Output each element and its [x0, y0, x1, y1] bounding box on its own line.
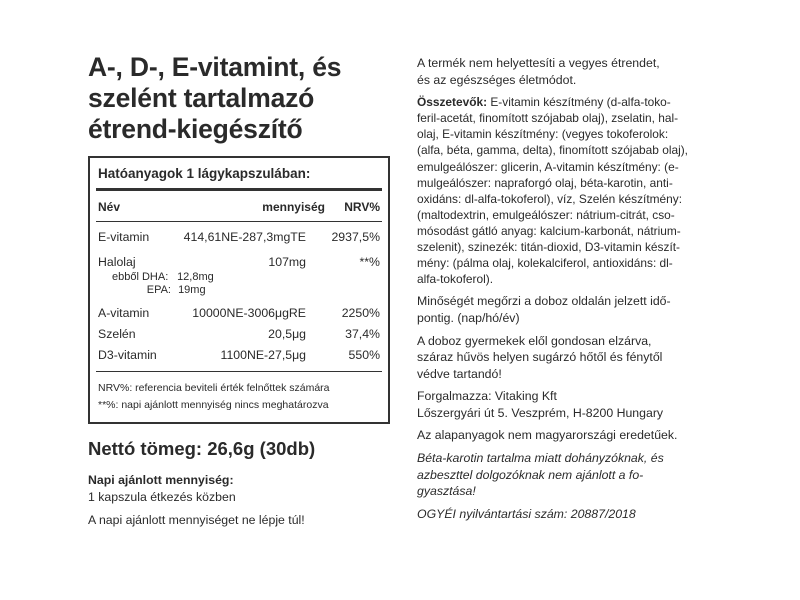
- ingredient-nrv: 550%: [348, 348, 380, 362]
- ingredient-amount: 20,5μg: [268, 327, 306, 341]
- text-line: olaj, E-vitamin készítmény: (vegyes tokoferolok:: [417, 127, 669, 142]
- table-header-row: [96, 191, 382, 222]
- title-line: étrend-kiegészítő: [88, 114, 303, 144]
- dose-heading: Napi ajánlott mennyiség:: [88, 473, 234, 487]
- text-line: Forgalmazza: Vitaking Kft: [417, 389, 557, 404]
- sub-value: 19mg: [178, 284, 206, 296]
- text-line: mulgeálószer: napraforgó olaj, béta-karotin, anti-: [417, 175, 673, 190]
- text-line: E-vitamin készítmény (d-alfa-toko-: [487, 95, 671, 110]
- footnote: NRV%: referencia beviteli érték felnőttek számára: [98, 382, 330, 394]
- ingredient-name: Halolaj: [98, 255, 136, 269]
- sub-row: [96, 271, 382, 284]
- title-line: A-, D-, E-vitamint, és: [88, 52, 342, 82]
- table-row: [96, 228, 382, 246]
- text-line: és az egészséges életmódot.: [417, 72, 577, 87]
- left-column: [88, 52, 388, 529]
- ingredient-name: A-vitamin: [98, 306, 150, 320]
- table-footnotes: [96, 372, 382, 414]
- table-row: [96, 253, 382, 271]
- dose-warning: A napi ajánlott mennyiséget ne lépje túl!: [88, 513, 305, 527]
- title-line: szelént tartalmazó: [88, 83, 315, 113]
- text-line: védve tartandó!: [417, 366, 502, 381]
- ingredient-nrv: 2937,5%: [331, 230, 380, 244]
- table-heading: Hatóanyagok 1 lágykapszulában:: [96, 166, 382, 191]
- net-weight: Nettó tömeg: 26,6g (30db): [88, 438, 316, 459]
- sub-label: ebből DHA:: [112, 271, 169, 283]
- text-line: mény: (pálma olaj, kolekalciferol, antioxidáns: dl-: [417, 256, 673, 271]
- table-body: [96, 222, 382, 372]
- column-header-amount: mennyiség: [262, 200, 325, 214]
- storage-paragraph: [417, 333, 712, 383]
- text-line: oxidáns: dl-alfa-tokoferol), víz, Szelén készítmény:: [417, 191, 683, 206]
- text-line: Béta-karotin tartalma miatt dohányzóknak, és: [417, 451, 664, 466]
- ingredient-amount: 107mg: [268, 255, 306, 269]
- sub-value: 12,8mg: [177, 271, 214, 283]
- text-line: A doboz gyermekek elől gondosan elzárva,: [417, 333, 652, 348]
- text-line: Lőszergyári út 5. Veszprém, H-8200 Hungary: [417, 405, 664, 420]
- dose-text: 1 kapszula étkezés közben: [88, 489, 236, 504]
- text-line: szelenit), szinezék: titán-dioxid, D3-vitamin készít-: [417, 240, 681, 255]
- text-line: száraz hűvös helyen sugárzó hőtől és fénytől: [417, 350, 663, 365]
- table-row: [96, 346, 382, 364]
- disclaimer-paragraph: [417, 55, 712, 88]
- ingredient-name: Szelén: [98, 327, 136, 341]
- text-line: A termék nem helyettesíti a vegyes étrendet,: [417, 56, 660, 70]
- text-line: (alfa, béta, gamma, delta), finomított szójabab olaj),: [417, 143, 688, 158]
- distributor-paragraph: [417, 388, 712, 421]
- footnote: **%: napi ajánlott mennyiség nincs meghatározva: [98, 399, 329, 411]
- right-column: [417, 55, 712, 528]
- text-line: pontig. (nap/hó/év): [417, 310, 520, 325]
- origin-paragraph: Az alapanyagok nem magyarországi eredetűek.: [417, 428, 678, 443]
- text-line: emulgeálószer: glicerin, A-vitamin készítmény: (e-: [417, 159, 679, 174]
- ingredient-nrv: 2250%: [341, 306, 380, 320]
- text-line: (maltodextrin, emulgeálószer: nátrium-citrát, cso-: [417, 207, 675, 222]
- nutrition-table: [88, 156, 390, 424]
- ingredient-name: E-vitamin: [98, 230, 150, 244]
- text-line: feril-acetát, finomított szójabab olaj), zselatin, hal-: [417, 111, 679, 126]
- text-line: Minőségét megőrzi a doboz oldalán jelzett idő-: [417, 294, 671, 309]
- ingredient-amount: 10000NE-3006μgRE: [192, 306, 306, 320]
- text-line: azbeszttel dolgozóknak nem ajánlott a fo-: [417, 467, 644, 482]
- column-header-name: Név: [98, 200, 121, 214]
- text-line: alfa-tokoferol).: [417, 272, 494, 287]
- ingredients-paragraph: [417, 94, 712, 287]
- text-line: mósodást gátló anyag: kalcium-karbonát, nátrium-: [417, 223, 681, 238]
- table-row: [96, 304, 382, 322]
- table-row: [96, 325, 382, 343]
- ingredients-label: Összetevők:: [417, 95, 488, 110]
- ingredient-amount: 414,61NE-287,3mgTE: [183, 230, 306, 244]
- best-before-paragraph: [417, 293, 712, 326]
- column-header-nrv: NRV%: [344, 200, 380, 214]
- dosage-section: [88, 472, 388, 529]
- sub-label: EPA:: [146, 284, 171, 296]
- beta-carotene-warning: [417, 450, 712, 500]
- registration-number: OGYÉI nyilvántartási szám: 20887/2018: [417, 506, 636, 521]
- product-title: [88, 52, 388, 145]
- sub-row: [96, 284, 382, 297]
- ingredient-name: D3-vitamin: [98, 348, 157, 362]
- ingredient-nrv: **%: [359, 255, 380, 269]
- ingredient-amount: 1100NE-27,5μg: [220, 348, 306, 362]
- ingredient-nrv: 37,4%: [345, 327, 380, 341]
- text-line: gyasztása!: [417, 484, 476, 499]
